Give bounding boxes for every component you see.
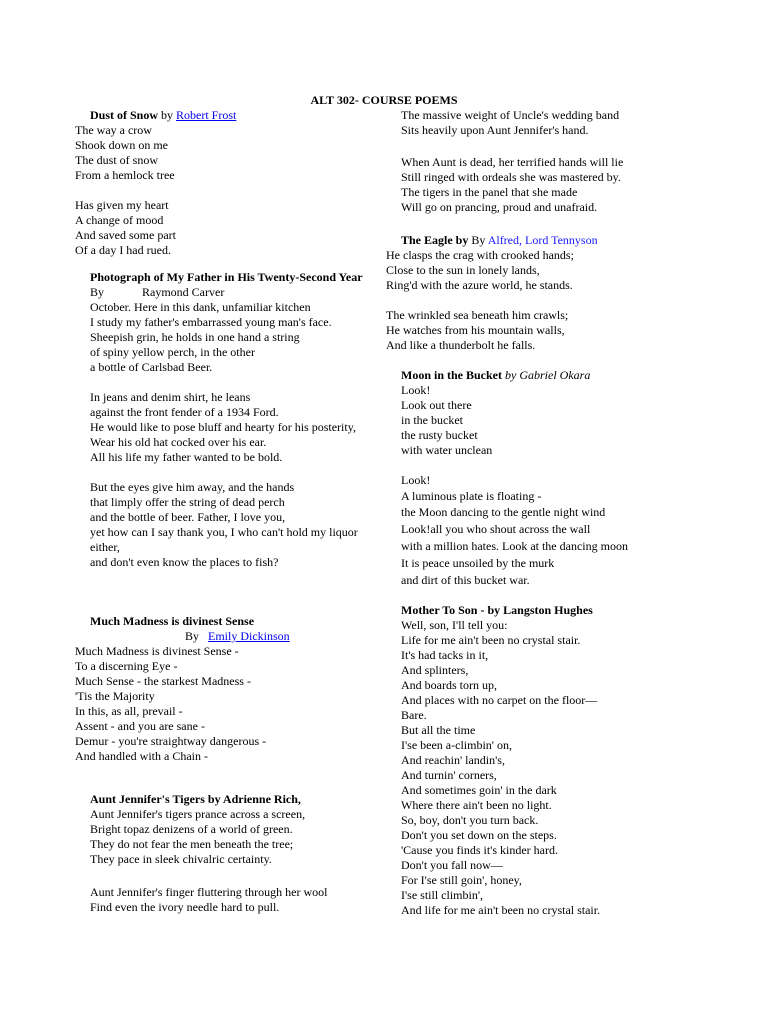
poem-aunt-jennifers-tigers-continued [386, 108, 686, 215]
poem-line: Ring'd with the azure world, he stands. [386, 278, 573, 292]
poem-line: I'se been a-climbin' on, [401, 738, 512, 752]
poem-line: And places with no carpet on the floor— [401, 693, 598, 707]
document-title: ALT 302- COURSE POEMS [310, 93, 458, 107]
poem-heading [401, 603, 686, 618]
poem-heading [401, 368, 686, 383]
poem-much-madness [75, 614, 385, 764]
poem-line: Still ringed with ordeals she was mastered by. [401, 170, 621, 184]
poem-byline [90, 285, 385, 300]
poem-line: I study my father's embarrassed young man's face. [90, 315, 332, 329]
poem-line: Much Sense - the starkest Madness - [75, 674, 251, 688]
poem-line: and don't even know the places to fish? [90, 555, 279, 569]
poem-line: And splinters, [401, 663, 469, 677]
poem-line: and dirt of this bucket war. [401, 573, 530, 587]
poem-line: Well, son, I'll tell you: [401, 618, 508, 632]
poem-line: Assent - and you are sane - [75, 719, 205, 733]
poem-line: Will go on prancing, proud and unafraid. [401, 200, 598, 214]
poem-line: In this, as all, prevail - [75, 704, 183, 718]
poem-line: For I'se still goin', honey, [401, 873, 522, 887]
poem-line: The wrinkled sea beneath him crawls; [386, 308, 569, 322]
poem-line: Much Madness is divinest Sense - [75, 644, 239, 658]
poem-line: To a discerning Eye - [75, 659, 178, 673]
poem-line: Of a day I had rued. [75, 243, 171, 257]
poem-line: All his life my father wanted to be bold. [90, 450, 283, 464]
poem-line: Don't you fall now— [401, 858, 503, 872]
left-column [75, 108, 385, 915]
poem-line: And reachin' landin's, [401, 753, 505, 767]
poem-line: And saved some part [75, 228, 176, 242]
poem-line: And sometimes goin' in the dark [401, 783, 557, 797]
poem-byline: by Gabriel Okara [505, 368, 591, 382]
poem-photograph-of-my-father [75, 270, 385, 570]
poem-line: either, [90, 540, 120, 554]
poem-heading [386, 233, 686, 248]
poem-line: The tigers in the panel that she made [401, 185, 578, 199]
poem-dust-of-snow [75, 108, 385, 258]
poem-line: Bare. [401, 708, 427, 722]
poem-byline [75, 629, 385, 644]
poem-heading [75, 108, 385, 123]
poem-line: and the bottle of beer. Father, I love you, [90, 510, 286, 524]
poem-line: Sheepish grin, he holds in one hand a string [90, 330, 300, 344]
poem-line: And handled with a Chain - [75, 749, 208, 763]
poem-line: So, boy, don't you turn back. [401, 813, 539, 827]
poem-title: Dust of Snow [90, 108, 159, 122]
poem-mother-to-son [386, 603, 686, 918]
poem-line: They do not fear the men beneath the tree; [90, 837, 294, 851]
poem-line: And turnin' corners, [401, 768, 497, 782]
poem-line: From a hemlock tree [75, 168, 175, 182]
poem-line: October. Here in this dank, unfamiliar kitchen [90, 300, 311, 314]
poem-line: of spiny yellow perch, in the other [90, 345, 255, 359]
poem-line: The massive weight of Uncle's wedding band [401, 108, 620, 122]
author-link-robert-frost[interactable]: Robert Frost [176, 108, 237, 122]
poem-line: Life for me ain't been no crystal stair. [401, 633, 581, 647]
poem-line: A luminous plate is floating - [401, 489, 542, 503]
poem-line: They pace in sleek chivalric certainty. [90, 852, 272, 866]
poem-by: By [468, 233, 488, 247]
poem-by: By [185, 629, 200, 643]
poem-line: Close to the sun in lonely lands, [386, 263, 540, 277]
poem-line: Find even the ivory needle hard to pull. [90, 900, 280, 914]
poem-line: And boards torn up, [401, 678, 497, 692]
poem-line: When Aunt is dead, her terrified hands will lie [401, 155, 624, 169]
poem-moon-in-the-bucket [386, 368, 686, 589]
poem-line: Sits heavily upon Aunt Jennifer's hand. [401, 123, 589, 137]
poem-title: Much Madness is divinest Sense [90, 614, 255, 628]
poem-line: But the eyes give him away, and the hands [90, 480, 295, 494]
poem-line: that limply offer the string of dead perch [90, 495, 285, 509]
poem-line: yet how can I say thank you, I who can't hold my liquor [90, 525, 358, 539]
poem-line: Bright topaz denizens of a world of green. [90, 822, 293, 836]
poem-line: 'Cause you finds it's kinder hard. [401, 843, 558, 857]
poem-line: But all the time [401, 723, 476, 737]
poem-line: Look!all you who shout across the wall [401, 522, 591, 536]
poem-line: And life for me ain't been no crystal stair. [401, 903, 601, 917]
poem-line: Look out there [401, 398, 472, 412]
poem-line: He watches from his mountain walls, [386, 323, 565, 337]
poem-line: The dust of snow [75, 153, 158, 167]
poem-line: Shook down on me [75, 138, 168, 152]
poem-line: Don't you set down on the steps. [401, 828, 557, 842]
poem-heading [90, 792, 385, 807]
poem-line: Wear his old hat cocked over his ear. [90, 435, 267, 449]
poem-line: with a million hates. Look at the dancing moon [401, 539, 628, 553]
poem-line: the rusty bucket [401, 428, 478, 442]
poem-line: Aunt Jennifer's finger fluttering through her wool [90, 885, 328, 899]
poem-line: I'se still climbin', [401, 888, 483, 902]
poem-line: the Moon dancing to the gentle night wind [401, 505, 606, 519]
poem-title: Mother To Son - by Langston Hughes [401, 603, 593, 617]
poem-line: in the bucket [401, 413, 463, 427]
poem-line: a bottle of Carlsbad Beer. [90, 360, 213, 374]
poem-line: It's had tacks in it, [401, 648, 489, 662]
poem-line: The way a crow [75, 123, 152, 137]
poem-title: Aunt Jennifer's Tigers by Adrienne Rich, [90, 792, 301, 806]
poem-author: Raymond Carver [142, 285, 225, 299]
poem-by: by [158, 108, 177, 122]
poem-line: Where there ain't been no light. [401, 798, 552, 812]
poem-line: In jeans and denim shirt, he leans [90, 390, 251, 404]
poem-line: And like a thunderbolt he falls. [386, 338, 536, 352]
poem-line: Look! [401, 383, 431, 397]
poem-title: Moon in the Bucket [401, 368, 503, 382]
poem-line: against the front fender of a 1934 Ford. [90, 405, 279, 419]
poem-line: Demur - you're straightway dangerous - [75, 734, 267, 748]
author-link-tennyson[interactable]: Alfred, Lord Tennyson [487, 233, 598, 247]
poem-line: with water unclean [401, 443, 493, 457]
right-column [386, 108, 686, 918]
poem-line: He would like to pose bluff and hearty for his posterity, [90, 420, 356, 434]
poem-aunt-jennifers-tigers [75, 792, 385, 915]
poem-title: The Eagle by [401, 233, 469, 247]
poem-heading [75, 614, 385, 629]
poem-title: Photograph of My Father in His Twenty-Second Year [90, 270, 363, 284]
poem-line: A change of mood [75, 213, 164, 227]
poem-by: By [90, 285, 105, 299]
poem-line: Aunt Jennifer's tigers prance across a screen, [90, 807, 306, 821]
poem-heading [90, 270, 385, 285]
poem-line: It is peace unsoiled by the murk [401, 556, 555, 570]
poem-line: Look! [401, 473, 431, 487]
poem-line: 'Tis the Majority [75, 689, 155, 703]
poem-line: Has given my heart [75, 198, 169, 212]
poem-the-eagle [386, 233, 686, 353]
author-link-emily-dickinson[interactable]: Emily Dickinson [208, 629, 290, 643]
poem-line: He clasps the crag with crooked hands; [386, 248, 574, 262]
